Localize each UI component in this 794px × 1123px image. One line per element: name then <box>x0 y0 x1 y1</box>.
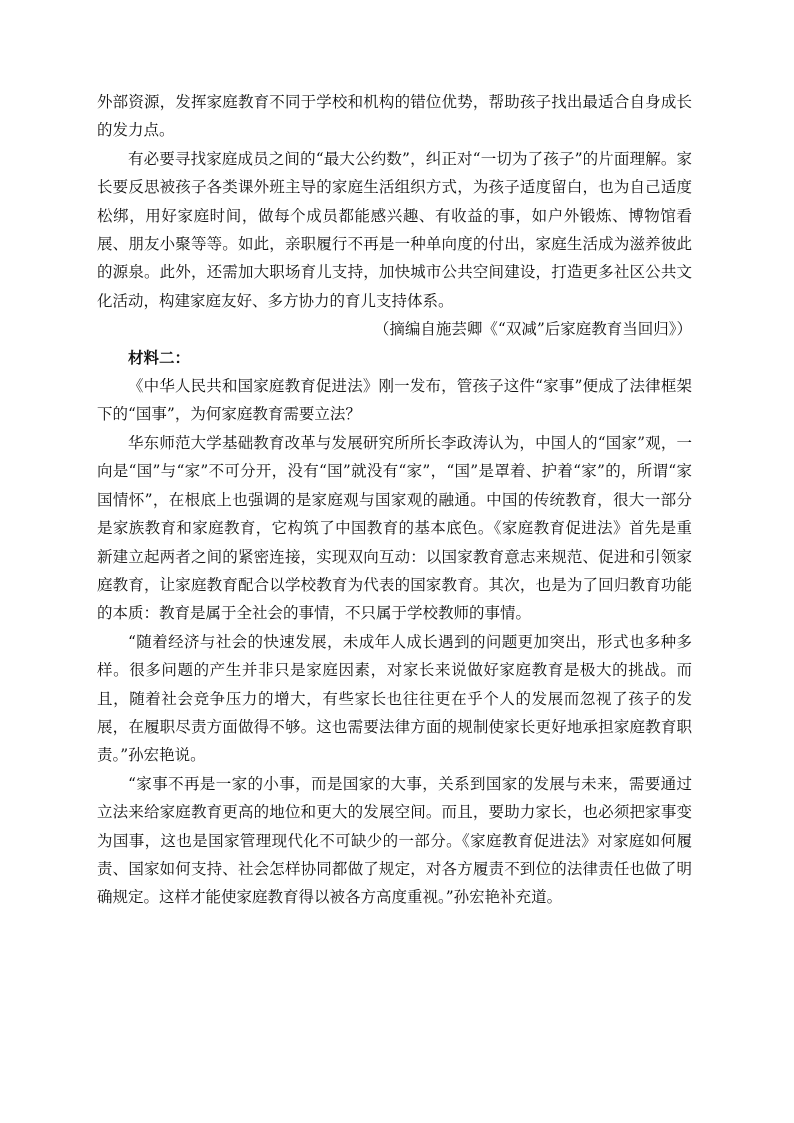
paragraph-4: 华东师范大学基础教育改革与发展研究所所长李政涛认为，中国人的“国家”观，一向是“国”与“家”不可分开，没有“国”就没有“家”，“国”是罩着、护着“家”的，所谓“家国情怀”，在根底上也强调的是家庭观与国家观的融通。中国的传统教育，很大一部分是家族教育和家庭教育，它构筑了中国教育的基本底色。《家庭教育促进法》首先是重新建立起两者之间的紧密连接，实现双向互动：以国家教育意志来规范、促进和引领家庭教育，让家庭教育配合以学校教育为代表的国家教育。其次，也是为了回归教育功能的本质：教育是属于全社会的事情，不只属于学校教师的事情。 <box>97 433 692 623</box>
paragraph-3: 《中华人民共和国家庭教育促进法》刚一发布，管孩子这件“家事”便成了法律框架下的“国事”，为何家庭教育需要立法？ <box>97 377 692 424</box>
paragraph-6: “家事不再是一家的小事，而是国家的大事，关系到国家的发展与未来，需要通过立法来给家庭教育更高的地位和更大的发展空间。而且，要助力家长，也必须把家事变为国事，这也是国家管理现代化不可缺少的一部分。《家庭教育促进法》对家庭如何履责、国家如何支持、社会怎样协同都做了规定，对各方履责不到位的法律责任也做了明确规定。这样才能使家庭教育得以被各方高度重视。”孙宏艳补充道。 <box>97 774 692 907</box>
section-heading: 材料二： <box>128 347 191 367</box>
paragraph-5: “随着经济与社会的快速发展，未成年人成长遇到的问题更加突出，形式也多种多样。很多问题的产生并非只是家庭因素，对家长来说做好家庭教育是极大的挑战。而且，随着社会竞争压力的增大，有些家长也往往更在乎个人的发展而忽视了孩子的发展，在履职尽责方面做得不够。这也需要法律方面的规制使家长更好地承担家庭教育职责。”孙宏艳说。 <box>97 632 692 765</box>
document-page <box>97 88 692 912</box>
paragraph-2: 有必要寻找家庭成员之间的“最大公约数”，纠正对“一切为了孩子”的片面理解。家长要反思被孩子各类课外班主导的家庭生活组织方式，为孩子适度留白，也为自己适度松绑，用好家庭时间，做每个成员都能感兴趣、有收益的事，如户外锻炼、博物馆看展、朋友小聚等等。如此，亲职履行不再是一种单向度的付出，家庭生活成为滋养彼此的源泉。此外，还需加大职场育儿支持，加快城市公共空间建设，打造更多社区公共文化活动，构建家庭友好、多方协力的育儿支持体系。 <box>97 149 692 310</box>
paragraph-1: 外部资源，发挥家庭教育不同于学校和机构的错位优势，帮助孩子找出最适合自身成长的发力点。 <box>97 93 692 140</box>
source-citation: （摘编自施芸卿《“双减”后家庭教育当回归》） <box>373 320 692 339</box>
